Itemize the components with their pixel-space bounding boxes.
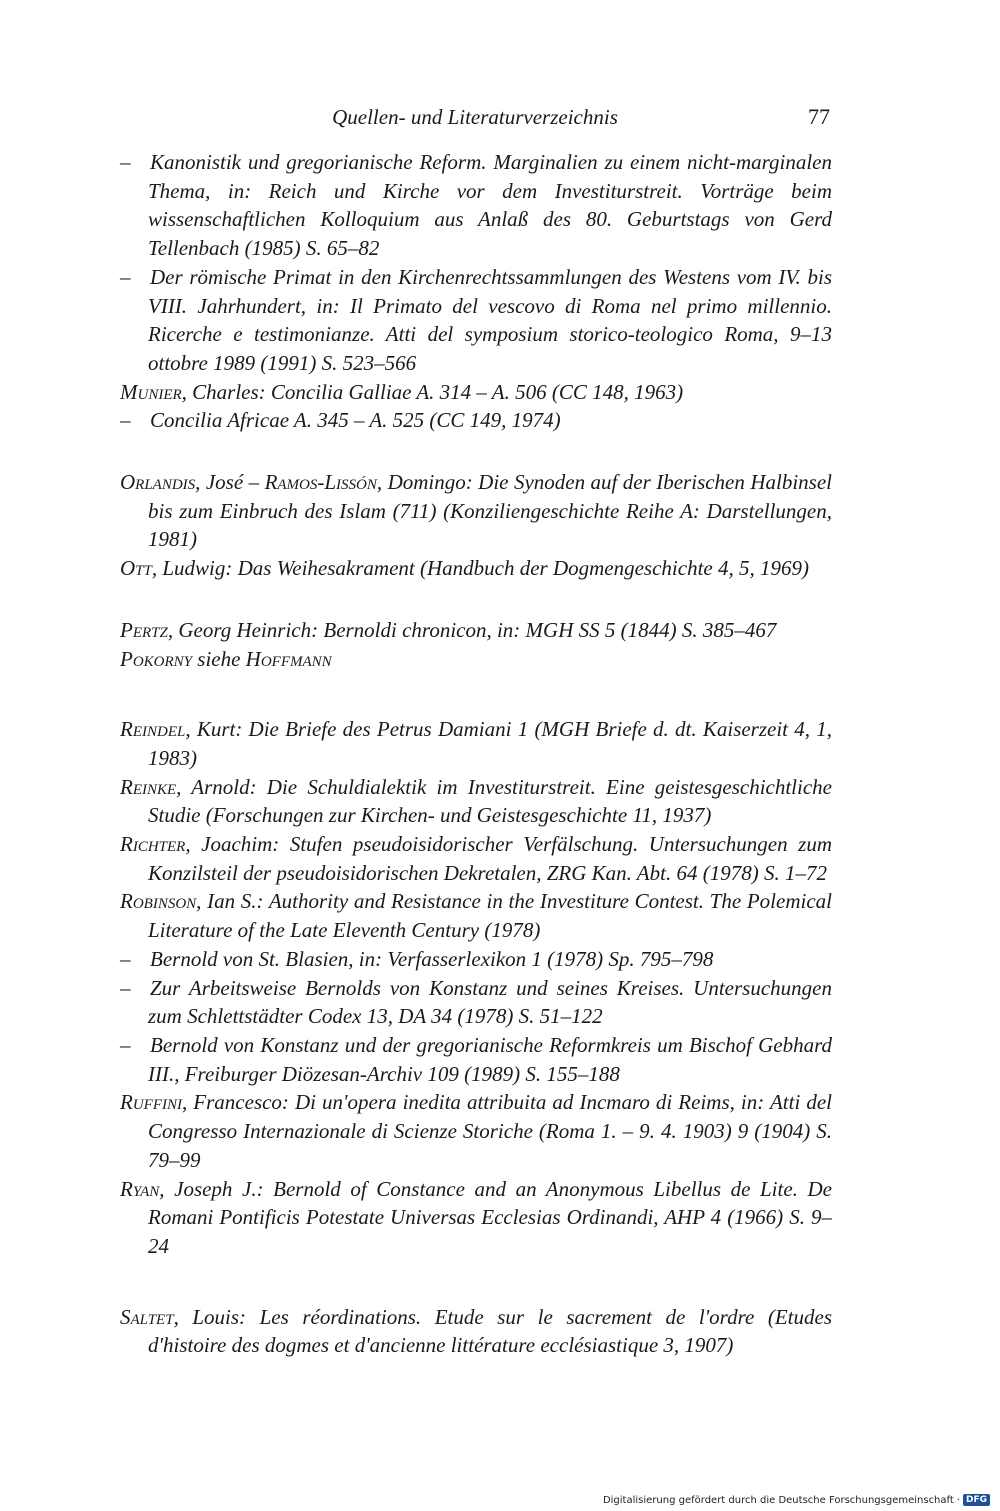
entry-text: , Georg Heinrich: Bernoldi chronicon, in: MGH SS 5 (1844) S. 385–467 <box>167 617 777 642</box>
bibliography-entry <box>120 468 832 554</box>
author-name: Ryan <box>120 1176 160 1201</box>
entry-text: Kanonistik und gregorianische Reform. Marginalien zu einem nicht-marginalen Thema, in: Reich und Kirche vor dem Investiturstreit. Vorträge beim wissenschaftlichen Kolloquium aus Anlaß des 80. Geburtstags von Gerd Tellenbach (1985) S. 65–82 <box>148 150 832 261</box>
entry-text: , Kurt: Die Briefe des Petrus Damiani 1 (MGH Briefe d. dt. Kaiserzeit 4, 1, 1983) <box>148 717 832 770</box>
entry-text: Zur Arbeitsweise Bernolds von Konstanz und seines Kreises. Untersuchungen zum Schlettstädter Codex 13, DA 34 (1978) S. 51–122 <box>148 975 832 1029</box>
bibliography-entry <box>120 378 832 407</box>
author-name: Munier <box>120 379 182 404</box>
entry-text: , Arnold: Die Schuldialektik im Investiturstreit. Eine geistesgeschichtliche Studie (Forschungen zur Kirchen- und Geistesgeschichte 11, 1937) <box>148 774 832 828</box>
entry-text: siehe <box>192 646 246 671</box>
bibliography-entry <box>120 830 832 887</box>
entry-text: Concilia Africae A. 345 – A. 525 (CC 149, 1974) <box>150 408 561 433</box>
author-name: Richter <box>120 832 186 857</box>
bibliography-continuation-entry <box>120 974 832 1031</box>
footer-text: Digitalisierung gefördert durch die Deutsche Forschungsgemeinschaft <box>602 1494 954 1506</box>
author-name: Reindel <box>120 717 186 742</box>
bibliography-continuation-entry <box>120 945 832 974</box>
bibliography-entry <box>120 1088 832 1174</box>
author-name: Hoffmann <box>245 646 332 671</box>
continuation-dash: – <box>120 946 131 971</box>
entry-text: , José – <box>195 470 265 495</box>
author-name: Ott <box>120 556 152 581</box>
continuation-dash: – <box>120 408 131 433</box>
entry-text: Bernold von Konstanz und der gregorianische Reformkreis um Bischof Gebhard III., Freiburger Diözesan-Archiv 109 (1989) S. 155–188 <box>148 1032 832 1086</box>
bibliography-entry <box>120 1303 832 1360</box>
entry-text: , Domingo: Die Synoden auf der Iberischen Halbinsel bis zum Einbruch des Islam (711) (Konziliengeschichte Reihe A: Darstellungen, 1981) <box>148 470 832 552</box>
author-name: Ramos-Lissón <box>264 470 377 495</box>
continuation-dash: – <box>120 264 131 289</box>
section-gap <box>120 673 832 715</box>
dfg-logo: DFG <box>963 1494 990 1506</box>
bibliography-entry <box>120 554 832 583</box>
entry-text: , Louis: Les réordinations. Etude sur le sacrement de l'ordre (Etudes d'histoire des dogmes et d'ancienne littérature ecclésiastique 3, 1907) <box>148 1304 832 1358</box>
bibliography-continuation-entry <box>120 406 832 435</box>
bibliography-entry <box>120 773 832 830</box>
entry-text: , Joseph J.: Bernold of Constance and an Anonymous Libellus de Lite. De Romani Pontificis Potestate Universas Ecclesias Ordinandi, AHP 4 (1966) S. 9–24 <box>148 1176 832 1258</box>
entry-text: Der römische Primat in den Kirchenrechtssammlungen des Westens vom IV. bis VIII. Jahrhundert, in: Il Primato del vescovo di Roma nel primo millennio. Ricerche e testimonianze. Atti del symposium storico-teologico Roma, 9–13 ottobre 1989 (1991) S. 523–566 <box>148 264 832 375</box>
bibliography-entry <box>120 616 832 645</box>
footer-credit <box>603 1494 990 1506</box>
bibliography-list <box>120 148 832 1360</box>
section-gap <box>120 1261 832 1303</box>
bibliography-continuation-entry <box>120 263 832 378</box>
continuation-dash: – <box>120 975 131 1000</box>
bibliography-entry <box>120 1175 832 1261</box>
author-name: Saltet <box>120 1304 174 1329</box>
page-header <box>120 102 830 132</box>
bibliography-entry <box>120 887 832 944</box>
bibliography-entry <box>120 715 832 772</box>
continuation-dash: – <box>120 150 131 174</box>
author-name: Ruffini <box>120 1090 182 1115</box>
bibliography-entry <box>120 645 832 674</box>
footer-separator: · <box>956 1494 960 1506</box>
author-name: Pertz <box>120 617 168 642</box>
entry-text: , Charles: Concilia Galliae A. 314 – A. 506 (CC 148, 1963) <box>181 379 684 404</box>
page-number: 77 <box>808 104 830 129</box>
section-gap <box>120 583 832 616</box>
author-name: Robinson <box>120 889 197 914</box>
author-name: Orlandis <box>120 470 196 495</box>
continuation-dash: – <box>120 1032 131 1057</box>
entry-text: , Joachim: Stufen pseudoisidorischer Verfälschung. Untersuchungen zum Konzilsteil der pseudoisidorischen Dekretalen, ZRG Kan. Abt. 64 (1978) S. 1–72 <box>148 832 832 885</box>
author-name: Pokorny <box>120 646 193 671</box>
running-title: Quellen- und Literaturverzeichnis <box>332 105 618 129</box>
entry-text: , Ian S.: Authority and Resistance in the Investiture Contest. The Polemical Literature of the Late Eleventh Century (1978) <box>148 889 832 943</box>
bibliography-continuation-entry <box>120 148 832 263</box>
bibliography-continuation-entry <box>120 1031 832 1088</box>
entry-text: Bernold von St. Blasien, in: Verfasserlexikon 1 (1978) Sp. 795–798 <box>150 946 714 971</box>
entry-text: , Ludwig: Das Weihesakrament (Handbuch der Dogmengeschichte 4, 5, 1969) <box>151 556 809 581</box>
author-name: Reinke <box>120 774 177 799</box>
entry-text: , Francesco: Di un'opera inedita attribuita ad Incmaro di Reims, in: Atti del Congresso Internazionale di Scienze Storiche (Roma 1. – 9. 4. 1903) 9 (1904) S. 79–99 <box>148 1090 832 1172</box>
section-gap <box>120 435 832 468</box>
